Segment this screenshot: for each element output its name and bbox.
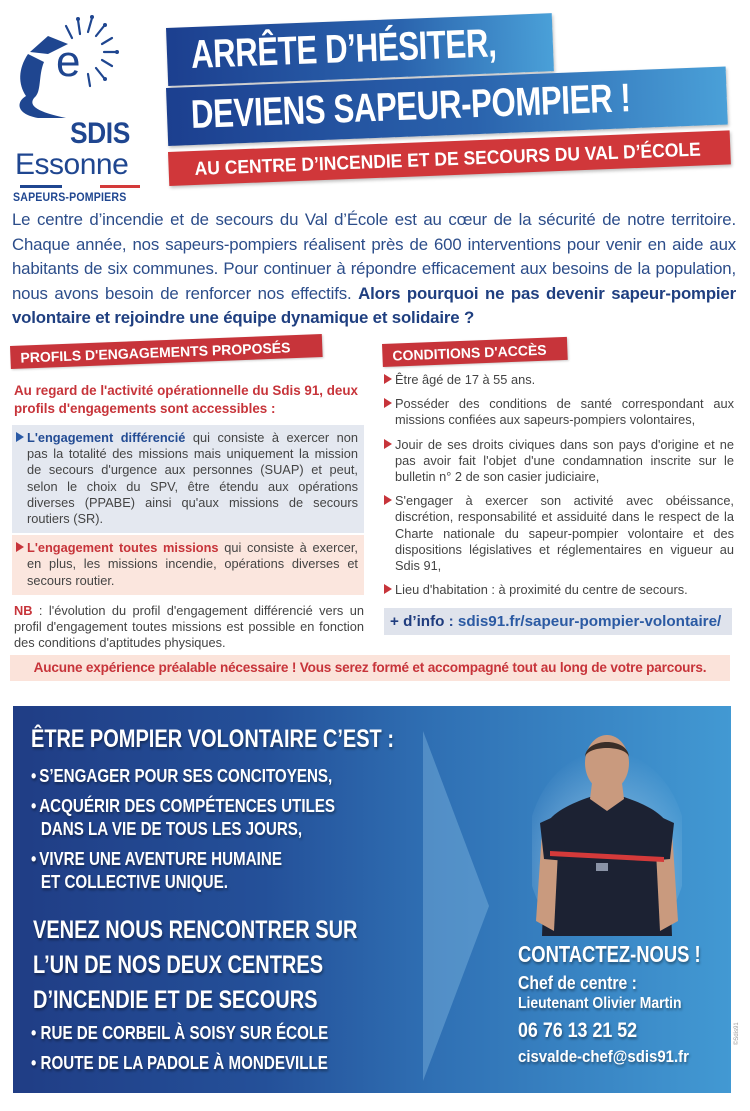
conditions-heading: CONDITIONS D'ACCÈS: [382, 337, 568, 367]
conditions-section: [384, 372, 734, 635]
bullet-dot-icon: •: [31, 1052, 37, 1073]
contact-role: Chef de centre :: [518, 972, 637, 993]
address-item: • ROUTE DE LA PADOLE À MONDEVILLE: [31, 1052, 328, 1073]
logo-tagline: SAPEURS-POMPIERS: [13, 192, 127, 204]
condition-item: Lieu d'habitation : à proximité du centre de secours.: [384, 582, 734, 598]
headline-line-2: DEVIENS SAPEUR-POMPIER !: [190, 76, 632, 138]
more-info-box: [384, 608, 732, 635]
benefit-item: • S’ENGAGER POUR SES CONCITOYENS,: [31, 765, 333, 786]
triangle-bullet-icon: [384, 398, 392, 408]
triangle-bullet-icon: [384, 439, 392, 449]
sdis-essonne-logo: [8, 14, 148, 204]
intro-text: Le centre d’incendie et de secours du Val d’École est au cœur de la sécurité de notre territoire. Chaque année, nos sapeurs-pompiers réalisent près de 600 interventions pour venir en aide aux habitants de six communes. Pour continuer à répondre efficacement aux besoins de la population, nous avons besoin de renforcer nos effectifs.: [12, 210, 736, 303]
logo-blue-bar: [20, 185, 62, 188]
bullet-dot-icon: •: [31, 1022, 37, 1043]
condition-item: S'engager à exercer son activité avec obéissance, discrétion, responsabilité et assiduité dans le respect de la Charte nationale du sapeur-pompier volontaire et des dispositions législatives et réglementaires en vigueur au Sdis 91,: [384, 493, 734, 574]
triangle-bullet-icon: [16, 432, 24, 442]
no-experience-banner: Aucune expérience préalable nécessaire ! Vous serez formé et accompagné tout au long de votre parcours.: [10, 655, 730, 681]
profile-title: L'engagement différencié: [27, 430, 186, 445]
volunteer-panel: [13, 706, 731, 1093]
profile-toutes-missions: [12, 535, 364, 595]
svg-text:e: e: [56, 37, 81, 86]
profile-title: L'engagement toutes missions: [27, 540, 219, 556]
copyright-note: ©Sdis91: [734, 1022, 740, 1045]
contact-name: Lieutenant Olivier Martin: [518, 995, 682, 1012]
chef-photo: [532, 731, 682, 936]
profiles-lead: Au regard de l'activité opérationnelle du Sdis 91, deux profils d'engagements sont accessibles :: [14, 383, 358, 416]
contact-phone[interactable]: 06 76 13 21 52: [518, 1019, 638, 1042]
logo-essonne: Essonne: [15, 148, 129, 181]
profile-text: qui consiste à exercer, en plus, les missions incendie, opérations diverses et secours routier.: [27, 540, 358, 588]
more-info-separator: :: [444, 613, 458, 631]
intro-call-to-action: Alors pourquoi ne pas devenir sapeur-pompier volontaire et rejoindre une équipe dynamique et solidaire ?: [12, 283, 736, 328]
condition-item: Être âgé de 17 à 55 ans.: [384, 372, 734, 388]
bullet-dot-icon: •: [31, 795, 37, 816]
more-info-label: + d’info: [390, 613, 445, 631]
contact-title: CONTACTEZ-NOUS !: [518, 941, 701, 967]
triangle-bullet-icon: [384, 374, 392, 384]
panel-title: ÊTRE POMPIER VOLONTAIRE C’EST :: [31, 725, 394, 753]
address-item: • RUE DE CORBEIL À SOISY SUR ÉCOLE: [31, 1022, 329, 1043]
bullet-dot-icon: •: [31, 765, 37, 786]
condition-item: Posséder des conditions de santé correspondant aux missions confiées aux sapeurs-pompiers volontaires,: [384, 396, 734, 428]
headline-subtitle: AU CENTRE D’INCENDIE ET DE SECOURS DU VAL D’ÉCOLE: [194, 139, 702, 180]
triangle-bullet-icon: [16, 542, 24, 552]
contact-block: [518, 941, 731, 1068]
logo-red-bar: [100, 185, 140, 188]
profiles-heading: PROFILS D'ENGAGEMENTS PROPOSÉS: [10, 334, 323, 369]
profile-text: qui consiste à exercer non pas la totalité des missions mais uniquement la mission de secours d'urgence aux personnes (SUAP) et peut, selon le choix du SPV, être étendu aux opérations diverses (PPABE) ainsi qu'aux missions de secours routiers (SR).: [27, 430, 358, 527]
triangle-bullet-icon: [384, 584, 392, 594]
triangle-bullet-icon: [384, 495, 392, 505]
chevron-arrow-icon: [423, 731, 489, 1081]
bullet-dot-icon: •: [31, 848, 37, 869]
more-info-link[interactable]: sdis91.fr/sapeur-pompier-volontaire/: [457, 613, 722, 631]
intro-paragraph: [12, 208, 736, 331]
profile-differencie: [12, 425, 364, 533]
nb-text: : l'évolution du profil d'engagement différencié vers un profil d'engagement toutes missions est possible en fonction des conditions d'aptitudes physiques.: [14, 602, 364, 651]
logo-sdis: SDIS: [70, 117, 130, 150]
contact-email[interactable]: cisvalde-chef@sdis91.fr: [518, 1047, 689, 1066]
condition-item: Jouir de ses droits civiques dans son pays d'origine et ne pas avoir fait l'objet d'une condamnation inscrite sur le bulletin n° 2 de son casier judiciaire,: [384, 437, 734, 486]
profiles-section: [12, 382, 364, 651]
nb-label: NB: [14, 602, 33, 618]
logo-emblem-icon: [8, 14, 148, 124]
headline-line-1: ARRÊTE D’HÉSITER,: [190, 21, 498, 78]
benefit-item: • VIVRE UNE AVENTURE HUMAINE ET COLLECTIVE UNIQUE.: [31, 848, 282, 892]
meet-us-heading: VENEZ NOUS RENCONTRER SUR L’UN DE NOS DEUX CENTRES D’INCENDIE ET DE SECOURS: [33, 916, 358, 1014]
benefit-item: • ACQUÉRIR DES COMPÉTENCES UTILES DANS LA VIE DE TOUS LES JOURS,: [31, 795, 336, 839]
nb-note: [12, 603, 364, 652]
addresses-list: [31, 1018, 394, 1078]
benefits-list: [31, 764, 402, 900]
